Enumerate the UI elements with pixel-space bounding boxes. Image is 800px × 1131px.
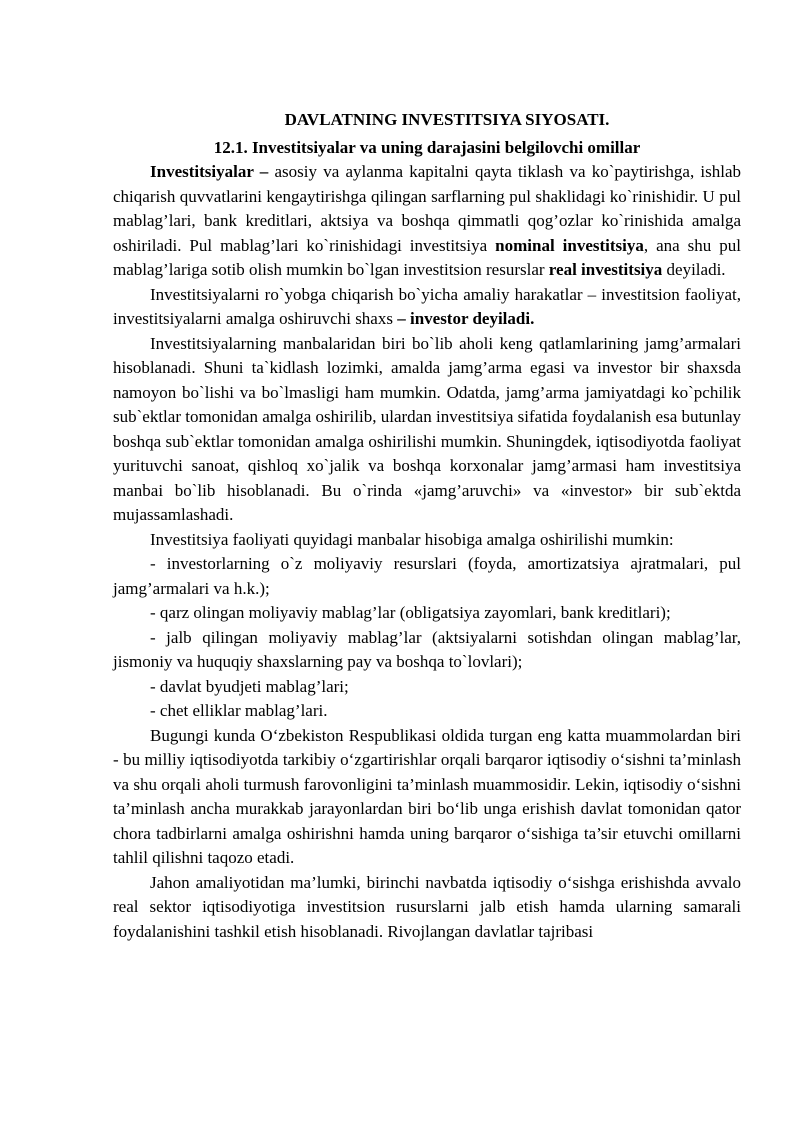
text-span: deyiladi. xyxy=(662,260,726,279)
paragraph-activity: Investitsiya faoliyati quyidagi manbalar hisobiga amalga oshirilishi mumkin: xyxy=(150,529,674,549)
document-title: DAVLATNING INVESTITSIYA SIYOSATI. xyxy=(284,110,610,129)
paragraph-investor xyxy=(113,283,741,332)
text-span: Investitsiyalarni ro`yobga chiqarish bo`yicha amaliy harakatlar – investitsion faoliyat, investitsiyalarni amalga oshiruvchi shaxs xyxy=(113,284,741,328)
list-item: - davlat byudjeti mablag’lari; xyxy=(150,676,349,696)
text-span: asosiy va aylanma kapitalni qayta tiklash va ko`paytirishga, ishlab chiqarish quvvatlarini kengaytirishga qilingan sarflarning pul shaklidagi ko`rinishidir. U pul mablag’lari, bank kreditlari, aktsiya va boshqa qimmatli qog’ozlar ko`rinishida amalga oshiriladi. Pul mablag’lari ko`rinishidagi investitsiya xyxy=(113,162,742,255)
paragraph-world-practice: Jahon amaliyotidan ma’lumki, birinchi navbatda iqtisodiy o‘sishga erishishda avvalo real sektor iqtisodiyotiga investitsion rusurslarni jalb etish hamda ularning samarali foydalanishini tashkil etish hisoblanadi. Rivojlangan davlatlar tajribasi xyxy=(113,872,741,941)
list-item: - qarz olingan moliyaviy mablag’lar (obligatsiya zayomlari, bank kreditlari); xyxy=(150,603,671,622)
section-heading: 12.1. Investitsiyalar va uning darajasini belgilovchi omillar xyxy=(213,137,641,157)
term-investor: – investor deyiladi. xyxy=(397,309,535,328)
list-item: - investorlarning o`z moliyaviy resurslari (foyda, amortizatsiya ajratmalari, pul jamg’armalari va h.k.); xyxy=(113,554,741,598)
paragraph-uzbekistan: Bugungi kunda O‘zbekiston Respublikasi oldida turgan eng katta muammolardan biri - bu milliy iqtisodiyotda tarkibiy o‘zgartirishlar orqali barqaror iqtisodiy o‘sishni ta’minlash va shu orqali aholi turmush farovonligini ta’minlash muammosidir. Lekin, iqtisodiy o‘sishni ta’minlash ancha murakkab jarayonlardan biri bo‘lib unga erishish davlat tomonidan qator chora tadbirlarni amalga oshirishni hamda uning barqaror o‘sishiga ta’sir etuvchi omillarni tahlil qilishni taqozo etadi. xyxy=(113,725,741,867)
paragraph-sources: Investitsiyalarning manbalaridan biri bo`lib aholi keng qatlamlarining jamg’armalari hisoblanadi. Shuni ta`kidlash lozimki, amalda jamg’arma egasi va investor bir shaxsda namoyon bo`lishi va bo`lmasligi ham mumkin. Odatda, jamg’arma jamiyatdagi ko`pchilik sub`ektlar tomonidan amalga oshirilib, ulardan investitsiya sifatida foydalanish esa butunlay boshqa sub`ektlar tomonidan amalga oshirilishi mumkin. Shuningdek, iqtisodiyotda faoliyat yurituvchi sanoat, qishloq xo`jalik va boshqa korxonalar jamg’armasi ham investitsiya manbai bo`lib hisoblanadi. Bu o`rinda «jamg’aruvchi» va «investor» bir sub`ektda mujassamlashadi. xyxy=(113,333,741,524)
text-span: , ana shu pul mablag’lariga sotib olish mumkin bo`lgan investitsion resurslar xyxy=(113,235,741,279)
list-item: - jalb qilingan moliyaviy mablag’lar (aktsiyalarni sotishdan olingan mablag’lar, jismoniy va huquqiy shaxslarning pay va boshqa to`lovlari); xyxy=(113,627,741,671)
document-body xyxy=(113,108,741,944)
list-item: - chet elliklar mablag’lari. xyxy=(150,701,328,720)
term-investitsiyalar: Investitsiyalar – xyxy=(150,162,269,181)
term-nominal: nominal investitsiya xyxy=(495,235,644,255)
paragraph-definition xyxy=(113,160,741,283)
term-real: real investitsiya xyxy=(548,260,663,279)
